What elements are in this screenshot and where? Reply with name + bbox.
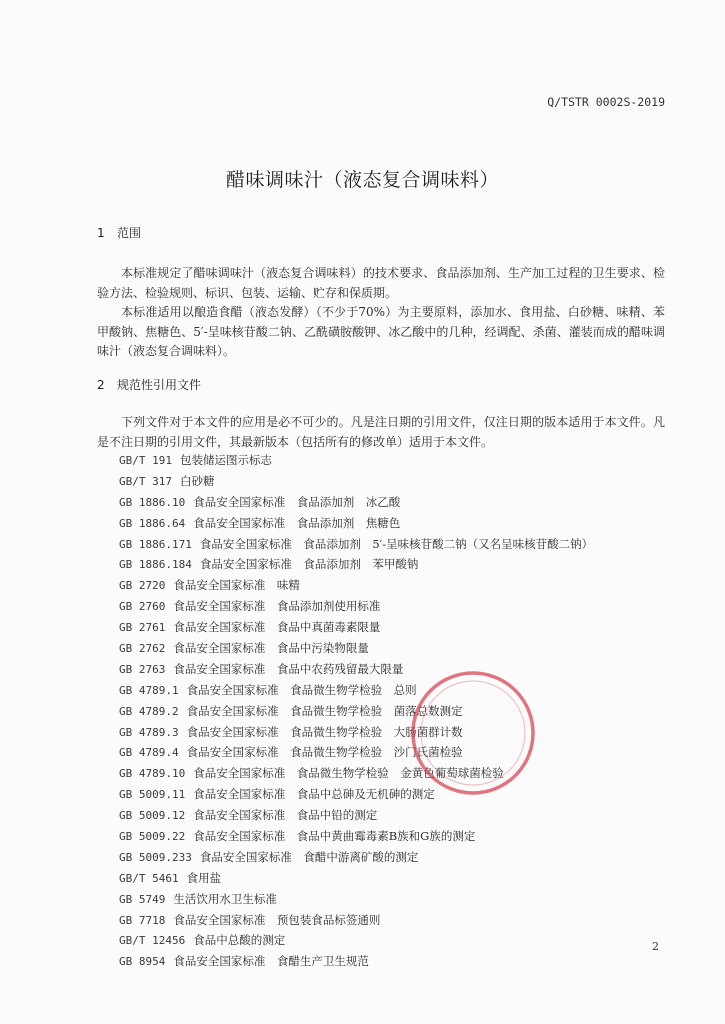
reference-item [119,617,679,638]
reference-code: GB 7718 [119,913,166,927]
reference-item [119,596,679,617]
reference-title: 食品安全国家标准 食品微生物学检验 大肠菌群计数 [186,724,463,739]
reference-title: 食品安全国家标准 食醋生产卫生规范 [173,954,369,969]
reference-code: GB 4789.4 [119,746,179,760]
reference-item [119,680,679,701]
reference-item [119,784,679,805]
reference-code: GB 1886.184 [119,558,192,572]
reference-code: GB 5009.233 [119,850,192,864]
reference-title: 食品安全国家标准 食品中真菌毒素限量 [173,620,381,635]
reference-code: GB 1886.171 [119,537,192,551]
reference-item [119,763,679,784]
reference-item [119,450,679,471]
reference-title: 食品安全国家标准 食品添加剂使用标准 [173,599,381,614]
reference-title: 包装储运图示标志 [179,453,272,467]
section-1-title: 范围 [117,226,142,240]
reference-title: 食品安全国家标准 食品微生物学检验 总则 [186,682,417,697]
reference-code: GB 4789.3 [119,725,179,739]
reference-code: GB 4789.1 [119,683,179,697]
reference-item [119,701,679,722]
reference-code: GB 4789.10 [119,767,186,781]
reference-item [119,492,679,513]
reference-code: GB/T 5461 [119,871,179,885]
reference-title: 食品安全国家标准 食品中污染物限量 [173,641,369,656]
reference-item [119,930,679,951]
reference-code: GB 5009.22 [119,830,186,844]
reference-item [119,910,679,931]
reference-item [119,554,679,575]
reference-title: 食品安全国家标准 食品中农药残留最大限量 [173,661,404,676]
reference-title: 食品安全国家标准 食品中铅的测定 [193,808,378,823]
reference-code: GB 2763 [119,662,166,676]
reference-code: GB 5009.12 [119,809,186,823]
reference-code: GB 5009.11 [119,788,186,802]
reference-title: 食品安全国家标准 食品中总砷及无机砷的测定 [193,787,435,802]
reference-title: 食品安全国家标准 食品中黄曲霉毒素B族和G族的测定 [193,829,476,844]
standard-code: Q/TSTR 0002S-2019 [547,95,665,109]
reference-title: 食品安全国家标准 食品微生物学检验 菌落总数测定 [186,703,463,718]
reference-title: 生活饮用水卫生标准 [173,891,277,906]
page-number: 2 [652,940,659,953]
reference-item [119,575,679,596]
reference-title: 食品安全国家标准 食品微生物学检验 金黄色葡萄球菌检验 [193,766,504,781]
document-title: 醋味调味汁（液态复合调味料） [225,169,499,191]
reference-item [119,534,679,555]
reference-code: GB/T 191 [119,454,172,467]
reference-item [119,659,679,680]
reference-title: 食品安全国家标准 预包装食品标签通则 [173,912,381,927]
reference-item [119,805,679,826]
section-1-number: 1 [97,226,105,240]
reference-item [119,889,679,910]
reference-title: 白砂糖 [179,473,215,488]
reference-title: 食品安全国家标准 食品微生物学检验 沙门氏菌检验 [186,745,463,760]
reference-title: 食品安全国家标准 味精 [173,578,300,593]
reference-code: GB/T 317 [119,474,172,488]
section-2-title: 规范性引用文件 [117,378,202,392]
reference-code: GB 1886.10 [119,495,186,509]
reference-title: 食品安全国家标准 食醋中游离矿酸的测定 [199,849,419,864]
reference-title: 食品安全国家标准 食品添加剂 焦糖色 [193,515,401,530]
reference-title: 食品安全国家标准 食品添加剂 苯甲酸钠 [199,557,419,572]
reference-item [119,847,679,868]
section-2-number: 2 [97,378,105,392]
reference-title: 食用盐 [186,870,222,885]
reference-title: 食品中总酸的测定 [193,933,286,948]
reference-item [119,868,679,889]
reference-code: GB/T 12456 [119,934,186,948]
reference-code: GB 8954 [119,955,166,969]
reference-code: GB 2760 [119,600,166,614]
reference-code: GB 5749 [119,892,166,906]
reference-item [119,742,679,763]
reference-item [119,471,679,492]
reference-code: GB 2720 [119,579,166,593]
reference-item [119,722,679,743]
official-seal [408,668,538,798]
reference-code: GB 4789.2 [119,704,179,718]
reference-item [119,951,679,972]
reference-title: 食品安全国家标准 食品添加剂 冰乙酸 [193,494,401,509]
scope-paragraph-2: 本标准适用以酿造食醋（液态发酵）（不少于70%）为主要原料，添加水、食用盐、白砂糖、味精、苯甲酸钠、焦糖色、5′-呈味核苷酸二钠、乙酰磺胺酸钾、冰乙酸中的几种，经调配、杀菌、灌装而成的醋味调味汁（液态复合调味料）。 [97,305,665,358]
references-intro: 下列文件对于本文件的应用是必不可少的。凡是注日期的引用文件，仅注日期的版本适用于本文件。凡是不注日期的引用文件，其最新版本（包括所有的修改单）适用于本文件。 [97,415,665,449]
reference-item [119,638,679,659]
reference-code: GB 2761 [119,621,166,635]
reference-item [119,826,679,847]
reference-list [119,450,679,972]
section-1-heading [97,224,141,241]
section-2-heading [97,376,201,393]
reference-code: GB 2762 [119,642,166,656]
reference-item [119,513,679,534]
reference-code: GB 1886.64 [119,516,186,530]
scope-paragraph-1: 本标准规定了醋味调味汁（液态复合调味料）的技术要求、食品添加剂、生产加工过程的卫生要求、检验方法、检验规则、标识、包装、运输、贮存和保质期。 [97,266,665,300]
reference-title: 食品安全国家标准 食品添加剂 5′-呈味核苷酸二钠（又名呈味核苷酸二钠） [199,536,594,551]
